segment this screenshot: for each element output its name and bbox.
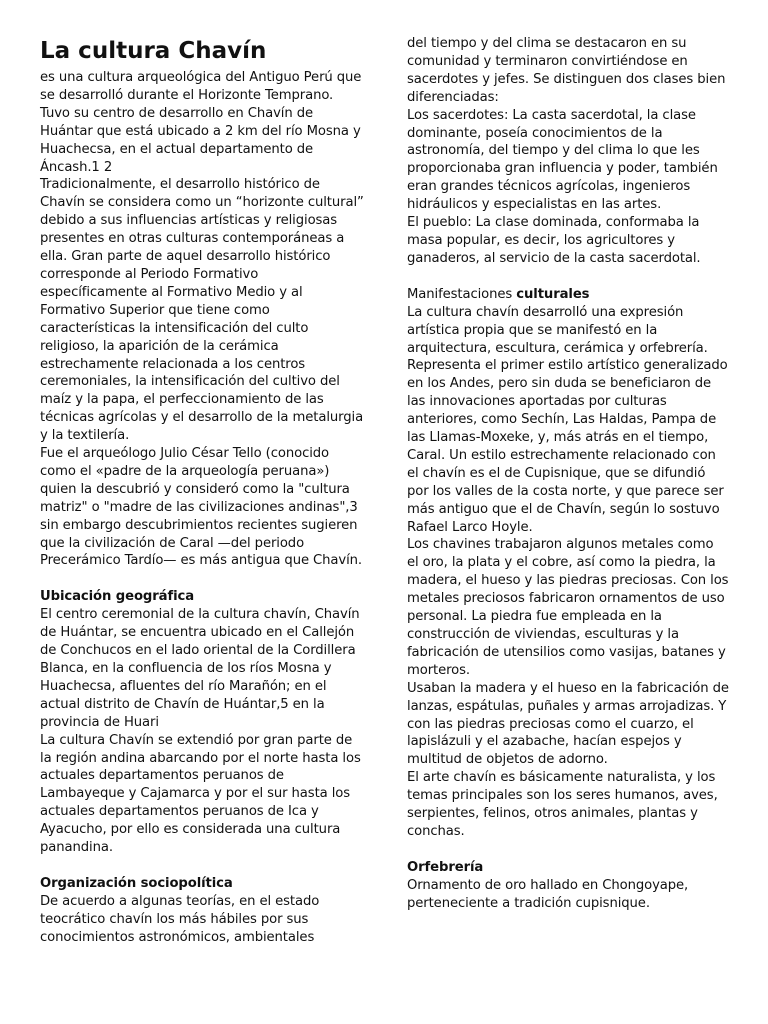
ornament-paragraph: Ornamento de oro hallado en Chongoyape, perteneciente a tradición cupisnique. bbox=[407, 877, 689, 911]
intro-paragraph: es una cultura arqueológica del Antiguo Perú que se desarrolló durante el Horizonte Temprano. Tuvo su centro de desarrollo en Chavín de Huántar que está ubicado a 2 km del río Mosna y Huachecsa, en el actual departamento de Áncash.1 2 bbox=[40, 70, 362, 175]
heading-manifestaciones-bold: culturales bbox=[516, 286, 590, 302]
organization-paragraph: De acuerdo a algunas teorías, en el estado teocrático chavín los más hábiles por sus conocimientos astronómicos, ambientales bbox=[40, 893, 320, 945]
wood-bone-paragraph: Usaban la madera y el hueso en la fabricación de lanzas, espátulas, puñales y armas arrojadizas. Y con las piedras preciosas como el cuarzo, el lapislázuli y el azabache, hacían espejos y multitud de objetos de adorno. bbox=[407, 680, 729, 768]
right-column bbox=[407, 0, 729, 913]
location-paragraph: El centro ceremonial de la cultura chavín, Chavín de Huántar, se encuentra ubicado en el Callejón de Conchucos en el lado oriental de la Cordillera Blanca, en la confluencia de los ríos Mosna y Huachecsa, afluentes del río Marañón; en el actual distrito de Chavín de Huántar,5 en la provincia de Huari bbox=[40, 607, 360, 730]
spacer bbox=[407, 841, 729, 859]
spacer bbox=[40, 857, 366, 875]
left-column bbox=[40, 0, 366, 947]
metals-paragraph: Los chavines trabajaron algunos metales como el oro, la plata y el cobre, así como la piedra, la madera, el hueso y las piedras preciosas. Con los metales preciosos fabricaron ornamentos de uso personal. La piedra fue empleada en la construcción de viviendas, esculturas y la fabricación de utensilios como vasijas, batanes y morteros. bbox=[407, 537, 729, 678]
priests-paragraph: Los sacerdotes: La casta sacerdotal, la clase dominante, poseía conocimientos de la astronomía, del tiempo y del clima lo que les proporcionaba gran influencia y poder, también eran grandes técnicos agrícolas, ingenieros hidráulicos y especialistas en las artes. bbox=[407, 107, 718, 213]
heading-manifestaciones-plain: Manifestaciones bbox=[407, 286, 517, 302]
heading-organizacion: Organización sociopolítica bbox=[40, 875, 233, 891]
heading-manifestaciones bbox=[407, 286, 729, 304]
document-title: La cultura Chavín bbox=[40, 38, 267, 64]
heading-ubicacion: Ubicación geográfica bbox=[40, 589, 195, 605]
extension-paragraph: La cultura Chavín se extendió por gran parte de la región andina abarcando por el norte hasta los actuales departamentos peruanos de Lambayeque y Cajamarca y por el sur hasta los actuales departamentos peruanos de Ica y Ayacucho, por ello es considerada una cultura panandina. bbox=[40, 732, 361, 856]
people-paragraph: El pueblo: La clase dominada, conformaba la masa popular, es decir, los agricultores y ganaderos, al servicio de la casta sacerdotal. bbox=[407, 215, 701, 266]
spacer bbox=[40, 570, 366, 588]
history-paragraph: Tradicionalmente, el desarrollo histórico de Chavín se considera como un “horizonte cultural” debido a sus influencias artísticas y religiosas presentes en otras culturas contemporáneas a ella. Gran parte de aquel desarrollo histórico corresponde al Periodo Formativo específicamente al Formativo Medio y al Formativo Superior que tiene como características la intensificación del culto religioso, la aparición de la cerámica estrechamente relacionada a los centros ceremoniales, la intensificación del cultivo del maíz y la papa, el perfeccionamiento de las técnicas agrícolas y el desarrollo de la metalurgia y la textilería. bbox=[40, 177, 364, 444]
continuation-paragraph: del tiempo y del clima se destacaron en su comunidad y terminaron convirtiéndose en sacerdotes y jefes. Se distinguen dos clases bien diferenciadas: bbox=[407, 36, 726, 105]
naturalist-paragraph: El arte chavín es básicamente naturalista, y los temas principales son los seres humanos, aves, serpientes, felinos, otros animales, plantas y conchas. bbox=[407, 770, 718, 839]
art-expression-paragraph: La cultura chavín desarrolló una expresión artística propia que se manifestó en la arquitectura, escultura, cerámica y orfebrería. Representa el primer estilo artístico generalizado en los Andes, pero sin duda se beneficiaron de las innovaciones aportadas por culturas anteriores, como Sechín, Las Haldas, Pampa de las Llamas-Moxeke, y, más atrás en el tiempo, Caral. Un estilo estrechamente relacionado con el chavín es el de Cupisnique, que se difundió por los valles de la costa norte, y que parece ser más antiguo que el de Chavín, según lo sostuvo Rafael Larco Hoyle. bbox=[407, 304, 728, 535]
spacer bbox=[407, 268, 729, 286]
tello-paragraph: Fue el arqueólogo Julio César Tello (conocido como el «padre de la arqueología peruana») quien la descubrió y consideró como la "cultura matriz" o "madre de las civilizaciones andinas",3 sin embargo descubrimientos recientes sugieren que la civilización de Caral —del periodo Precerámico Tardío— es más antigua que Chavín. bbox=[40, 446, 363, 569]
heading-orfebreria: Orfebrería bbox=[407, 859, 484, 875]
